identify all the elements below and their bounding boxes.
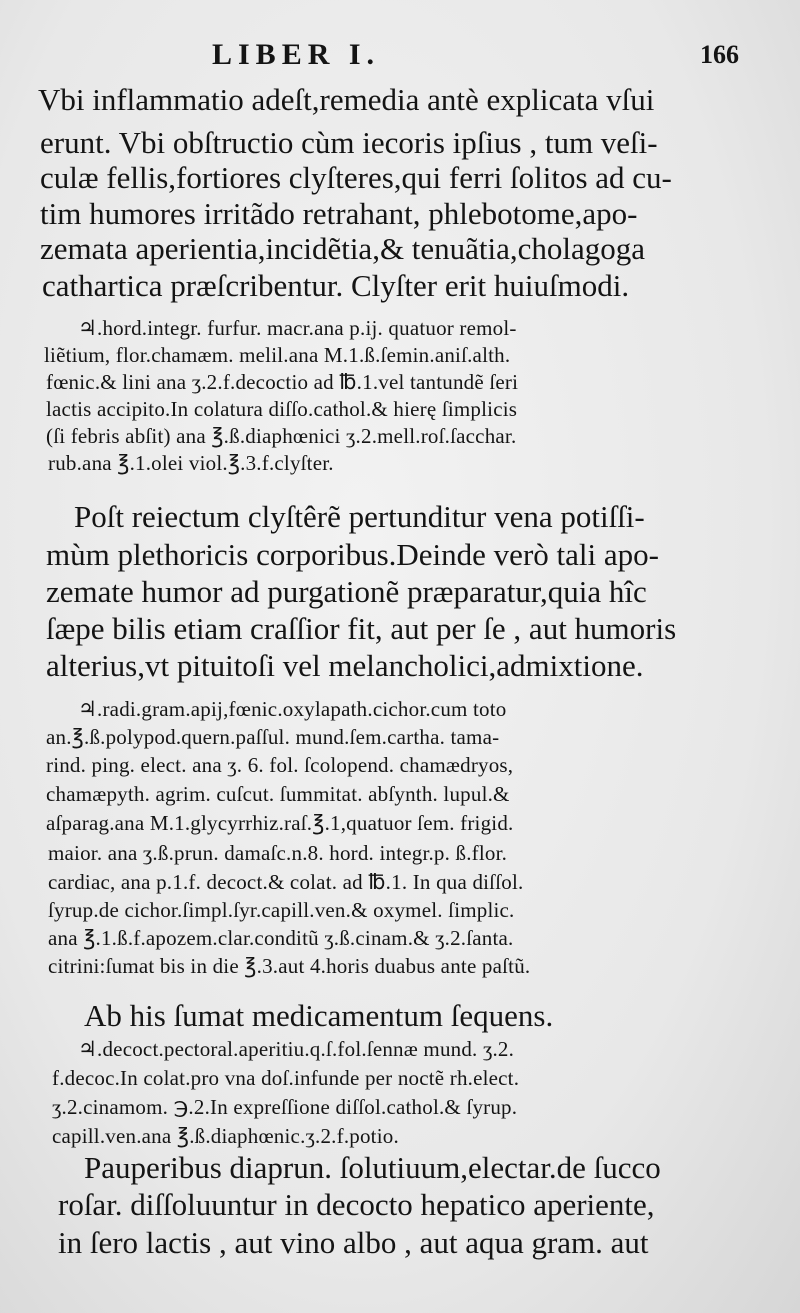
text-line: ſyrup.de cichor.ſimpl.ſyr.capill.ven.& oxymel. ſimplic. <box>48 898 515 922</box>
text-line: (ſi febris abſit) ana ℥.ß.diaphœnici ʒ.2.mell.roſ.ſacchar. <box>46 424 517 448</box>
text-line: culæ fellis,fortiores clyſteres,qui ferri ſolitos ad cu- <box>40 160 672 195</box>
text-line: Poſt reiectum clyſtêrẽ pertunditur vena potiſſi- <box>74 499 645 534</box>
text-line: tim humores irritãdo retrahant, phlebotome,apo- <box>40 196 638 231</box>
text-line: ♃.hord.integr. furfur. macr.ana p.ij. quatuor remol- <box>78 316 517 340</box>
text-line: cardiac, ana p.1.f. decoct.& colat. ad ℔.1. In qua diſſol. <box>48 870 524 894</box>
text-line: roſar. diſſoluuntur in decocto hepatico aperiente, <box>58 1187 655 1222</box>
text-line: capill.ven.ana ℥.ß.diaphœnic.ʒ.2.f.potio. <box>52 1124 399 1148</box>
text-line: liẽtium, flor.chamæm. melil.ana M.1.ß.ſemin.aniſ.alth. <box>44 343 511 367</box>
text-line: f.decoc.In colat.pro vna doſ.infunde per noctẽ rh.elect. <box>52 1066 520 1090</box>
text-line: Pauperibus diaprun. ſolutiuum,electar.de ſucco <box>84 1150 661 1185</box>
text-line: fœnic.& lini ana ʒ.2.f.decoctio ad ℔.1.vel tantundẽ ſeri <box>46 370 519 394</box>
text-line: ʒ.2.cinamom. ℈.2.In expreſſione diſſol.cathol.& ſyrup. <box>52 1095 518 1119</box>
text-line: ſæpe bilis etiam craſſior fit, aut per ſe , aut humoris <box>46 611 677 646</box>
text-line: Ab his ſumat medicamentum ſequens. <box>84 998 554 1033</box>
text-line: rub.ana ℥.1.olei viol.℥.3.f.clyſter. <box>48 451 334 475</box>
text-line: lactis accipito.In colatura diſſo.cathol.& hierę ſimplicis <box>46 397 518 421</box>
text-line: in ſero lactis , aut vino albo , aut aqua gram. aut <box>58 1225 649 1260</box>
page-number: 166 <box>700 40 739 69</box>
text-line: cathartica præſcribentur. Clyſter erit huiuſmodi. <box>42 268 630 303</box>
text-line: zemate humor ad purgationẽ præparatur,quia hîc <box>46 574 647 609</box>
text-line: erunt. Vbi obſtructio cùm iecoris ipſius , tum veſi- <box>40 125 658 160</box>
text-line: citrini:ſumat bis in die ℥.3.aut 4.horis duabus ante paſtũ. <box>48 954 531 978</box>
running-head: LIBER I. <box>212 38 381 71</box>
text-line: ♃.decoct.pectoral.aperitiu.q.ſ.fol.ſennæ mund. ʒ.2. <box>78 1037 515 1061</box>
text-line: maior. ana ʒ.ß.prun. damaſc.n.8. hord. integr.p. ß.flor. <box>48 841 508 865</box>
text-line: ♃.radi.gram.apij,fœnic.oxylapath.cichor.cum toto <box>78 697 507 721</box>
text-line: Vbi inflammatio adeſt,remedia antè explicata vſui <box>38 82 655 117</box>
text-line: an.℥.ß.polypod.quern.paſſul. mund.ſem.cartha. tama- <box>46 725 500 749</box>
page-header <box>0 38 800 78</box>
text-line: aſparag.ana M.1.glycyrrhiz.raſ.℥.1,quatuor ſem. frigid. <box>46 811 514 835</box>
text-line: ana ℥.1.ß.f.apozem.clar.conditũ ʒ.ß.cinam.& ʒ.2.ſanta. <box>48 926 514 950</box>
text-line: rind. ping. elect. ana ʒ. 6. fol. ſcolopend. chamædryos, <box>46 753 514 777</box>
text-line: alterius,vt pituitoſi vel melancholici,admixtione. <box>46 648 644 683</box>
text-line: zemata aperientia,incidẽtia,& tenuãtia,cholagoga <box>40 231 646 266</box>
text-line: chamæpyth. agrim. cuſcut. ſummitat. abſynth. lupul.& <box>46 782 510 806</box>
text-line: mùm plethoricis corporibus.Deinde verò tali apo- <box>46 537 659 572</box>
